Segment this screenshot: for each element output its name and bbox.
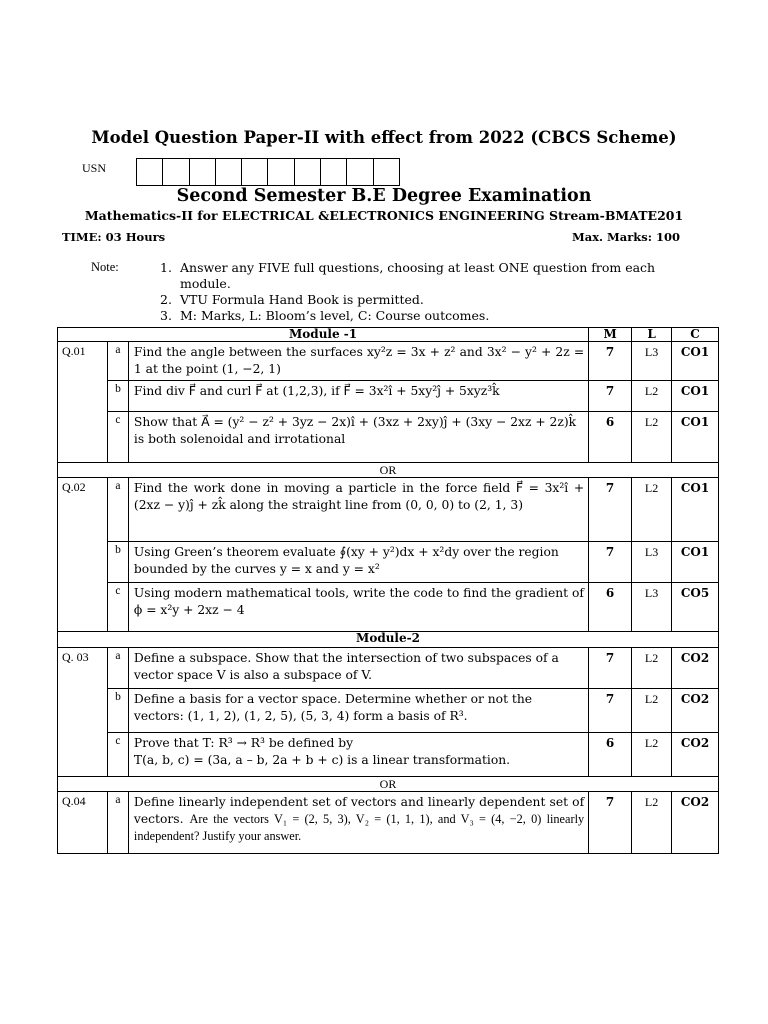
marks-cell: 7: [589, 648, 632, 689]
co-cell: CO2: [672, 689, 719, 733]
usn-box[interactable]: [241, 158, 268, 186]
table-row: [58, 792, 719, 854]
sub-question-letter: a: [107, 792, 128, 854]
paper-title: Model Question Paper-II with effect from 2022 (CBCS Scheme): [91, 128, 677, 147]
usn-box[interactable]: [215, 158, 242, 186]
usn-box[interactable]: [189, 158, 216, 186]
co-header: C: [672, 328, 719, 342]
note-text: VTU Formula Hand Book is permitted.: [180, 292, 424, 307]
co-cell: CO1: [672, 412, 719, 463]
marks-cell: 6: [589, 733, 632, 777]
note-text: M: Marks, L: Bloom’s level, C: Course outcomes.: [180, 308, 490, 323]
marks-header: M: [589, 328, 632, 342]
note-item: [160, 308, 670, 324]
co-cell: CO2: [672, 648, 719, 689]
question-text-line: Prove that T: R³ → R³ be defined by: [133, 736, 354, 750]
time-label: TIME: 03 Hours: [62, 230, 166, 244]
or-label: OR: [58, 777, 719, 792]
co-cell: CO1: [672, 542, 719, 583]
question-text-line: T(a, b, c) = (3a, a – b, 2a + b + c) is a linear transformation.: [133, 753, 511, 767]
question-table: [57, 327, 719, 854]
level-cell: L2: [632, 733, 672, 777]
sub-question-letter: a: [107, 648, 128, 689]
co-cell: CO1: [672, 381, 719, 412]
question-text: Find the angle between the surfaces xy²z = 3x + z² and 3x² − y² + 2z = 1 at the point (1, −2, 1): [128, 342, 588, 381]
question-number: Q.04: [58, 792, 108, 854]
table-row: [58, 648, 719, 689]
usn-box[interactable]: [346, 158, 373, 186]
level-cell: L2: [632, 412, 672, 463]
marks-cell: 7: [589, 689, 632, 733]
module-header-row: [58, 328, 719, 342]
usn-boxes[interactable]: [137, 158, 400, 186]
marks-cell: 6: [589, 583, 632, 632]
question-text: [128, 792, 588, 854]
co-cell: CO1: [672, 342, 719, 381]
co-cell: CO5: [672, 583, 719, 632]
semester-title: Second Semester B.E Degree Examination: [176, 186, 592, 206]
question-text: Show that A⃗ = (y² − z² + 3yz − 2x)î + (3xz + 2xy)ĵ + (3xy − 2xz + 2z)k̂ is both solenoidal and irrotational: [128, 412, 588, 463]
level-cell: L2: [632, 478, 672, 542]
question-text: Find the work done in moving a particle in the force field F⃗ = 3x²î + (2xz − y)ĵ + zk̂ along the straight line from (0, 0, 0) to (2, 1, 3): [128, 478, 588, 542]
usn-field: [82, 158, 400, 186]
question-number: Q.02: [58, 478, 108, 632]
question-number: Q. 03: [58, 648, 108, 777]
question-number: Q.01: [58, 342, 108, 463]
table-row: [58, 542, 719, 583]
question-text: Define a subspace. Show that the intersection of two subspaces of a vector space V is also a subspace of V.: [128, 648, 588, 689]
sub-question-letter: c: [107, 583, 128, 632]
marks-cell: 7: [589, 381, 632, 412]
sub-question-letter: b: [107, 689, 128, 733]
max-marks-label: Max. Marks: 100: [572, 230, 680, 244]
marks-cell: 7: [589, 478, 632, 542]
question-text-part: Are the vectors V₁ = (2, 5, 3), V₂ = (1, 1, 1), and V₃ = (4, −2, 0) linearly independent? Justify your answer.: [133, 812, 585, 843]
note-label: Note:: [91, 260, 119, 274]
usn-box[interactable]: [136, 158, 163, 186]
usn-label: USN: [82, 161, 107, 175]
subject-line: Mathematics-II for ELECTRICAL &ELECTRONICS ENGINEERING Stream-BMATE201: [84, 208, 684, 223]
level-cell: L3: [632, 583, 672, 632]
usn-box[interactable]: [320, 158, 347, 186]
co-cell: CO1: [672, 478, 719, 542]
co-cell: CO2: [672, 733, 719, 777]
table-row: [58, 381, 719, 412]
note-number: 3.: [160, 308, 172, 323]
level-cell: L2: [632, 381, 672, 412]
question-text: Using modern mathematical tools, write the code to find the gradient of ϕ = x²y + 2xz − 4: [128, 583, 588, 632]
note-number: 1.: [160, 260, 172, 275]
module-2-heading: Module-2: [58, 632, 719, 648]
question-text: Using Green’s theorem evaluate ∮(xy + y²)dx + x²dy over the region bounded by the curves y = x and y = x²: [128, 542, 588, 583]
level-cell: L3: [632, 542, 672, 583]
or-separator: [58, 463, 719, 478]
sub-question-letter: b: [107, 542, 128, 583]
module-1-heading: Module -1: [58, 328, 589, 342]
level-cell: L2: [632, 648, 672, 689]
table-row: [58, 733, 719, 777]
note-item: [160, 292, 670, 308]
question-text-part: Define linearly independent set of vectors and linearly dependent set of vectors.: [133, 795, 585, 826]
table-row: [58, 478, 719, 542]
question-text: Find div F⃗ and curl F⃗ at (1,2,3), if F⃗ = 3x²î + 5xy²ĵ + 5xyz³k̂: [128, 381, 588, 412]
or-label: OR: [58, 463, 719, 478]
usn-box[interactable]: [162, 158, 189, 186]
sub-question-letter: c: [107, 412, 128, 463]
usn-box[interactable]: [294, 158, 321, 186]
table-row: [58, 412, 719, 463]
module-2-row: [58, 632, 719, 648]
marks-cell: 7: [589, 792, 632, 854]
sub-question-letter: a: [107, 478, 128, 542]
level-cell: L2: [632, 689, 672, 733]
marks-cell: 7: [589, 542, 632, 583]
marks-cell: 7: [589, 342, 632, 381]
usn-box[interactable]: [267, 158, 294, 186]
note-text: Answer any FIVE full questions, choosing at least ONE question from each module.: [180, 260, 656, 291]
level-cell: L2: [632, 792, 672, 854]
table-row: [58, 342, 719, 381]
marks-cell: 6: [589, 412, 632, 463]
sub-question-letter: a: [107, 342, 128, 381]
question-text: [128, 733, 588, 777]
table-row: [58, 583, 719, 632]
usn-box[interactable]: [373, 158, 400, 186]
sub-question-letter: c: [107, 733, 128, 777]
level-header: L: [632, 328, 672, 342]
level-cell: L3: [632, 342, 672, 381]
co-cell: CO2: [672, 792, 719, 854]
note-item: [160, 260, 670, 292]
sub-question-letter: b: [107, 381, 128, 412]
note-number: 2.: [160, 292, 172, 307]
or-separator: [58, 777, 719, 792]
time-marks-row: [62, 230, 680, 244]
question-text: Define a basis for a vector space. Determine whether or not the vectors: (1, 1, 2), (1, 2, 5), (5, 3, 4) form a basis of R³.: [128, 689, 588, 733]
table-row: [58, 689, 719, 733]
note-list: [160, 260, 670, 324]
